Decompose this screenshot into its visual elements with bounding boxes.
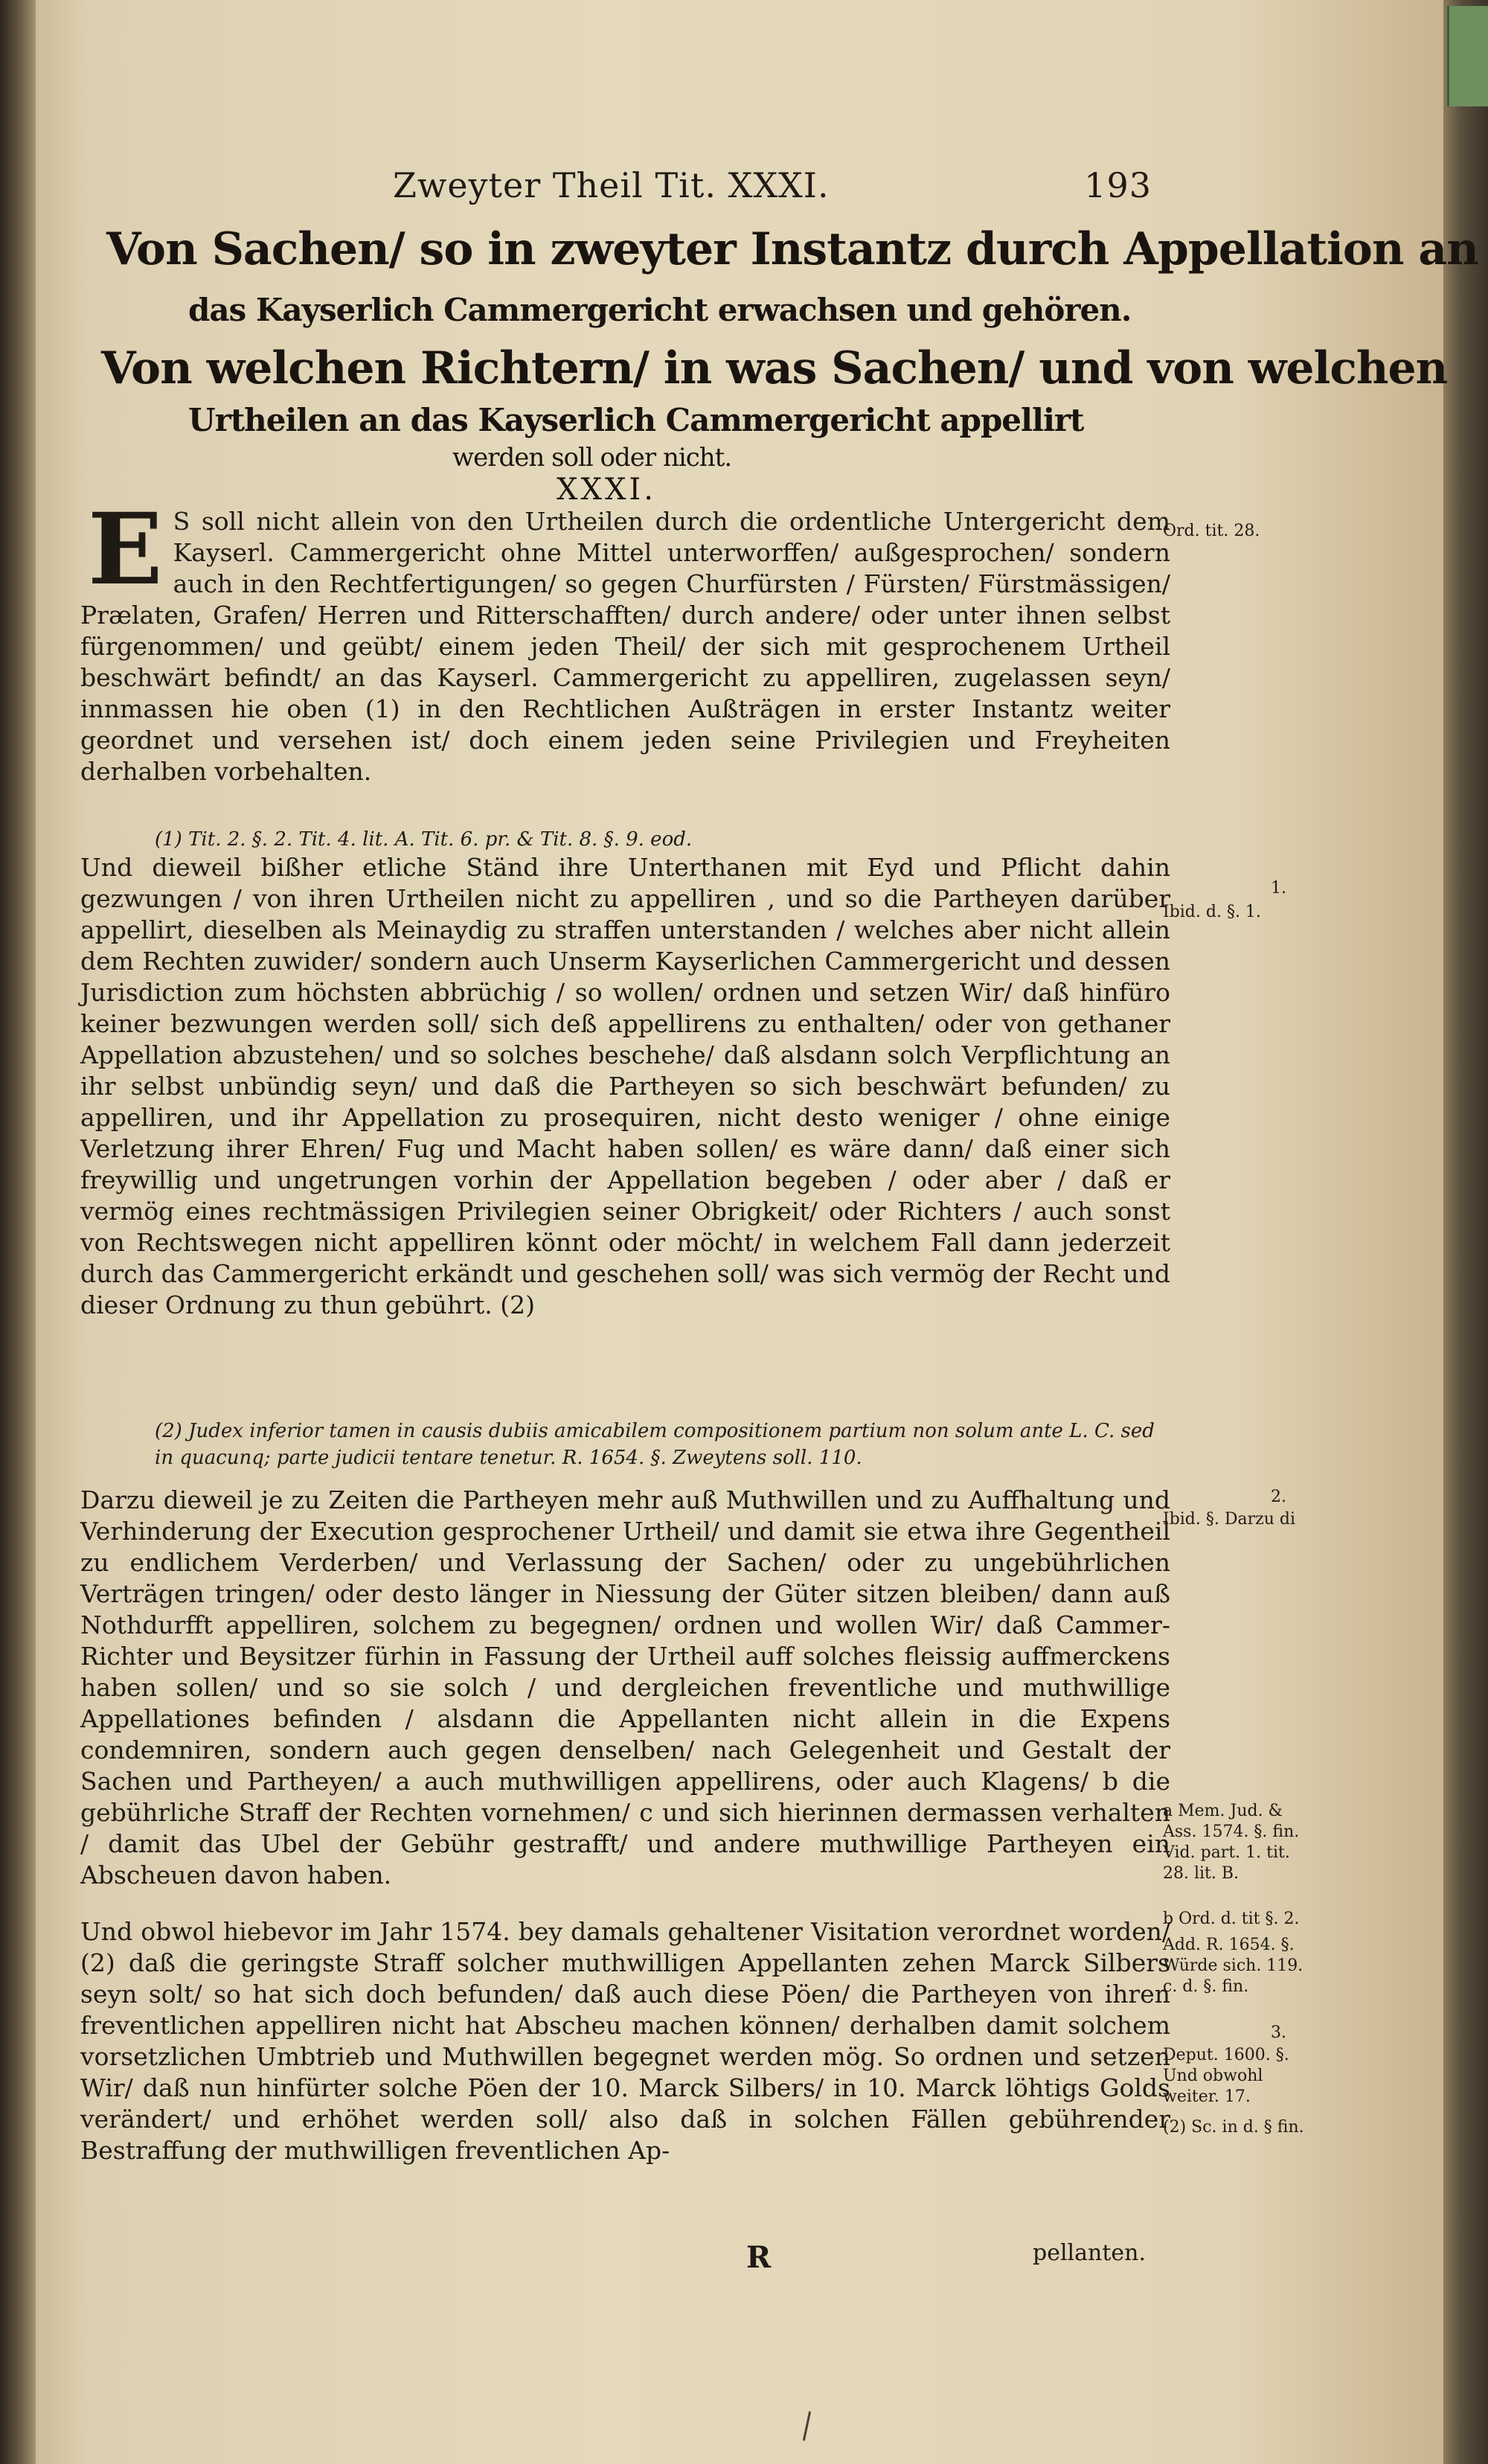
footnote-2: (2) Judex inferior tamen in causis dubiis amicabilem compositionem partium non solum ante L. C. sed in quacunq; parte judicii tentare tenetur. R. 1654. §. Zweytens soll. 110. xyxy=(155,1420,1155,1469)
footnote-1: (1) Tit. 2. §. 2. Tit. 4. lit. A. Tit. 6. pr. & Tit. 8. §. 9. eod. xyxy=(155,828,693,851)
title-line-3: Von welchen Richtern/ in was Sachen/ und von welchen xyxy=(101,342,1448,394)
page-number: 193 xyxy=(1084,165,1152,205)
title-line-2: das Kayserlich Cammergericht erwachsen und gehören. xyxy=(188,292,1132,328)
title-line-5: werden soll oder nicht. xyxy=(452,443,732,473)
book-gutter xyxy=(0,0,36,2464)
pen-mark xyxy=(803,2411,811,2441)
running-title: Zweyter Theil Tit. XXXI. xyxy=(393,165,830,205)
margin-note-7: Deput. 1600. §. Und obwohl weiter. 17. xyxy=(1163,2046,1289,2106)
catchword: pellanten. xyxy=(1033,2240,1147,2266)
margin-note-4: a Mem. Jud. & Ass. 1574. §. fin. Vid. part. 1. tit. 28. lit. B. xyxy=(1163,1802,1300,1883)
margin-note-3: Ibid. §. Darzu di xyxy=(1163,1510,1296,1529)
margin-note-5: b Ord. d. tit §. 2. xyxy=(1163,1910,1300,1928)
margin-note-8: (2) Sc. in d. § fin. xyxy=(1163,2118,1304,2137)
drop-cap: E xyxy=(88,492,163,607)
margin-note-6: Add. R. 1654. §. Würde sich. 119. c. d. §. fin. xyxy=(1163,1936,1303,1996)
paragraph-3: Darzu dieweil je zu Zeiten die Partheyen mehr auß Muthwillen und zu Auffhaltung und Verhinderung der Execution gesprochener Urtheil/ und damit sie etwa ihre Gegentheil zu endlichem Verderben/ und Verlassung der Sachen/ oder zu ungebührlichen Verträgen tringen/ oder desto länger in Niessung der Güter sitzen bleiben/ dann auß Nothdurfft appelliren, solchem zu begegnen/ ordnen und wollen Wir/ daß Cammer-Richter und Beysitzer fürhin in Fassung der Urtheil auff solches fleissig auffmerckens haben sollen/ und so sie solch / und dergleichen freventliche und muthwillige Appellationes befinden / alsdann die Appellanten nicht allein in die Expens condemniren, sondern auch gegen denselben/ nach Gelegenheit und Gestalt der Sachen und Partheyen/ a auch muthwilligen appellirens, oder auch Klagens/ b die gebührliche Straff der Rechten vornehmen/ c und sich hierinnen dermassen verhalten / damit das Ubel der Gebühr gestrafft/ und andere muthwillige Partheyen ein Abscheuen davon haben. xyxy=(80,1485,1170,1889)
paragraph-4: Und obwol hiebevor im Jahr 1574. bey damals gehaltener Visitation verordnet worden/ (2) daß die geringste Straff solcher muthwilligen Appellanten zehen Marck Silbers seyn solt/ so hat sich doch befunden/ daß auch diese Pöen/ die Partheyen von ihren freventlichen appelliren nicht hat Abscheu machen können/ derhalben damit solchem vorsetzlichen Umbtrieb und Muthwillen begegnet werden mög. So ordnen und setzen Wir/ daß nun hinfürter solche Pöen der 10. Marck Silbers/ in 10. Marck löhtigs Golds verändert/ und erhöhet werden soll/ also daß in solchen Fällen gebührender Bestraffung der muthwilligen freventlichen Ap- xyxy=(80,1917,1170,2165)
section-number: XXXI. xyxy=(557,473,656,507)
margin-note-2: Ibid. d. §. 1. xyxy=(1163,903,1261,921)
signature-mark: R xyxy=(746,2240,772,2275)
margin-note-3-number: 2. xyxy=(1271,1488,1286,1506)
margin-note-2-number: 1. xyxy=(1271,879,1286,897)
paragraph-1-text: S soll nicht allein von den Urtheilen durch die ordentliche Untergericht dem Kayserl. Cammergericht ohne Mittel unterworffen/ außgesprochen/ sondern auch in den Rechtfertigungen/ so gegen Churfürsten / Fürsten/ Fürstmässigen/ Prælaten, Grafen/ Herren und Ritterschafften/ durch andere/ oder unter ihnen selbst fürgenommen/ und geübt/ einem jeden Theil/ der sich mit gesprochenem Urtheil beschwärt befindt/ an das Kayserl. Cammergericht zu appelliren, zugelassen seyn/ innmassen hie oben (1) in den Rechtlichen Außträgen in erster Instantz weiter geordnet und versehen ist/ doch einem jeden seine Privilegien und Freyheiten derhalben vorbehalten. xyxy=(80,507,1170,786)
paragraph-2: Und dieweil bißher etliche Ständ ihre Unterthanen mit Eyd und Pflicht dahin gezwungen / von ihren Urtheilen nicht zu appelliren , und so die Partheyen darüber appellirt, dieselben als Meinaydig zu straffen unterstanden / welches aber nicht allein dem Rechten zuwider/ sondern auch Unserm Kayserlichen Cammergericht und dessen Jurisdiction zum höchsten abbrüchig / so wollen/ ordnen und setzen Wir/ daß hinfüro keiner bezwungen werden soll/ sich deß appellirens zu enthalten/ oder von gethaner Appellation abzustehen/ und so solches beschehe/ daß alsdann solch Verpflichtung an ihr selbst unbündig seyn/ und daß die Partheyen so sich beschwärt befunden/ zu appelliren, und ihr Appellation zu prosequiren, nicht desto weniger / ohne einige Verletzung ihrer Ehren/ Fug und Macht haben sollen/ es wäre dann/ daß einer sich freywillig und ungetrungen vorhin der Appellation begeben / oder aber / daß er vermög eines rechtmässigen Privilegien seiner Obrigkeit/ oder Richters / auch sonst von Rechtswegen nicht appelliren könnt oder möcht/ in welchem Fall dann jederzeit durch das Cammergericht erkändt und geschehen soll/ was sich vermög der Recht und dieser Ordnung zu thun gebührt. (2) xyxy=(80,853,1170,1319)
paragraph-1 xyxy=(80,492,1170,787)
margin-note-1: Ord. tit. 28. xyxy=(1163,522,1260,540)
bookmark-tab xyxy=(1447,6,1488,106)
title-line-1: Von Sachen/ so in zweyter Instantz durch Appellation an xyxy=(106,223,1478,275)
running-head xyxy=(393,165,1152,205)
title-line-4: Urtheilen an das Kayserlich Cammergericht appellirt xyxy=(188,402,1084,438)
page-edge xyxy=(1443,0,1488,2464)
margin-note-7-number: 3. xyxy=(1271,2023,1286,2042)
book-page xyxy=(36,0,1478,2464)
page-text xyxy=(36,0,1478,2464)
